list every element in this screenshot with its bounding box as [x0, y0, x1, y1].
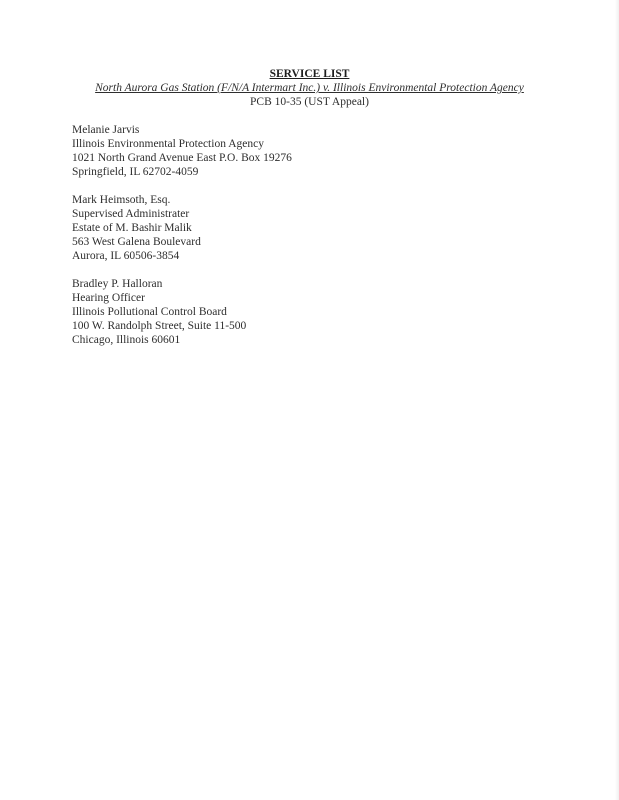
- recipient-list: [72, 123, 552, 361]
- recipient-organization: Estate of M. Bashir Malik: [72, 222, 192, 234]
- recipient-city: Chicago, Illinois 60601: [72, 334, 181, 346]
- recipient-name: Bradley P. Halloran: [72, 278, 163, 290]
- recipient-organization: Illinois Pollutional Control Board: [72, 306, 227, 318]
- recipient-street: 563 West Galena Boulevard: [72, 236, 201, 248]
- recipient-title: Hearing Officer: [72, 292, 145, 304]
- recipient-block-halloran: [72, 277, 552, 347]
- service-list-header: [0, 67, 619, 109]
- recipient-street: 1021 North Grand Avenue East P.O. Box 19276: [72, 152, 292, 164]
- recipient-city: Springfield, IL 62702-4059: [72, 166, 199, 178]
- page-edge-shadow: [615, 0, 619, 800]
- recipient-street: 100 W. Randolph Street, Suite 11-500: [72, 320, 247, 332]
- recipient-name: Mark Heimsoth, Esq.: [72, 194, 171, 206]
- recipient-organization: Illinois Environmental Protection Agency: [72, 138, 264, 150]
- recipient-block-heimsoth: [72, 193, 552, 263]
- recipient-name: Melanie Jarvis: [72, 124, 140, 136]
- document-title: SERVICE LIST: [269, 68, 350, 80]
- case-number: PCB 10-35 (UST Appeal): [250, 96, 369, 108]
- recipient-block-jarvis: [72, 123, 552, 179]
- case-caption: North Aurora Gas Station (F/N/A Intermart Inc.) v. Illinois Environmental Protection Agency: [95, 82, 524, 94]
- recipient-city: Aurora, IL 60506-3854: [72, 250, 180, 262]
- recipient-title: Supervised Administrater: [72, 208, 190, 220]
